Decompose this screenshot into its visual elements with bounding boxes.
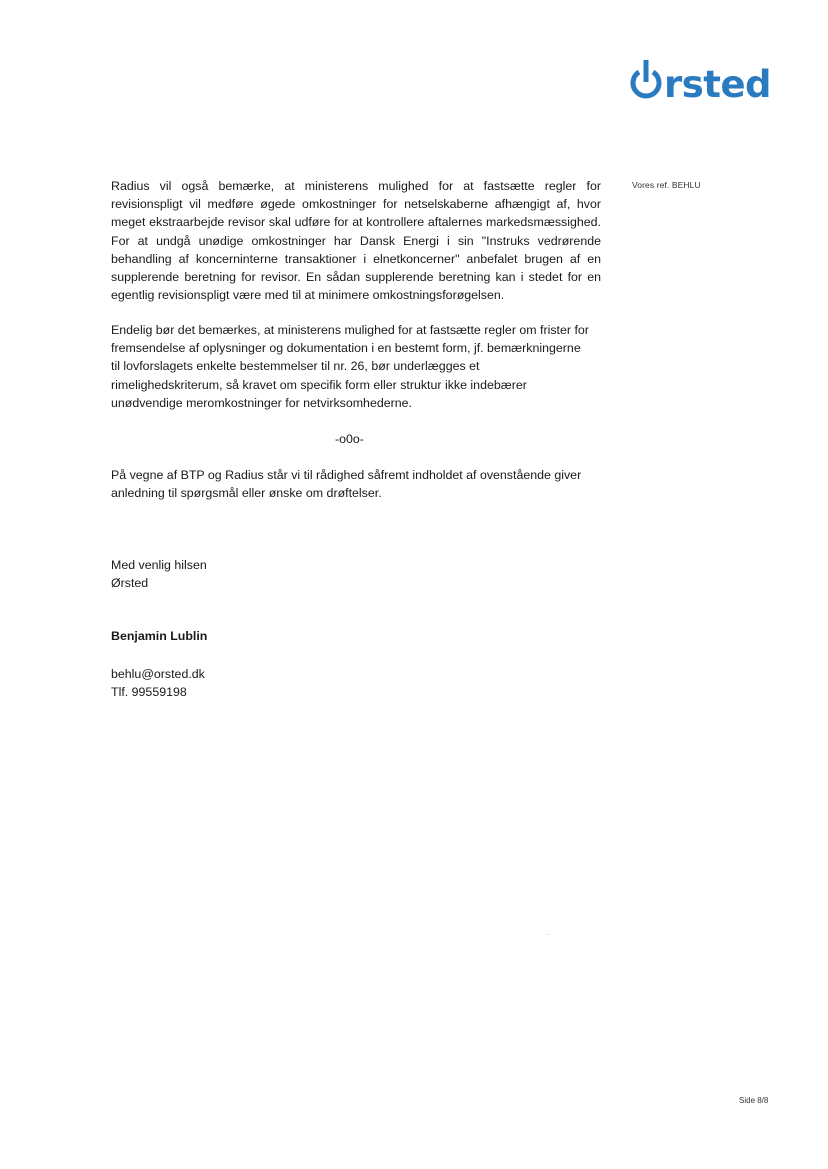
paragraph-line: rimelighedskriterum, så kravet om specifik form eller struktur ikke indebærer (111, 377, 527, 392)
paragraph-supplementary-report: Radius vil også bemærke, at ministerens mulighed for at fastsætte regler for revisionspligt vil medføre øgede omkostninger for netselskaberne afhængigt af, hvor meget ekstraarbejde revisor skal udføre for at kontrollere aftalernes markedsmæssighed. For at undgå unødige omkostninger har Dansk Energi i sin "Instruks vedrørende behandling af koncerninterne transaktioner i elnetkoncerner" anbefalet brugen af en supplerende beretning for revisor. En sådan supplerende beretning kan i stedet for en egentlig revisionspligt være med til at minimere omkostningsforøgelsen. (111, 179, 601, 303)
orsted-logo-mark (630, 58, 775, 106)
paragraph-line: Endelig bør det bemærkes, at ministerens mulighed for at fastsætte regler om frister for (111, 323, 589, 337)
scan-artifact (547, 934, 548, 935)
reference-label: Vores ref. BEHLU (632, 180, 701, 190)
paragraph-availability (111, 466, 611, 502)
contact-block (111, 665, 205, 701)
page-number: Side 8/8 (739, 1096, 769, 1105)
paragraph-line: På vegne af BTP og Radius står vi til rådighed såfremt indholdet af ovenstående giver (111, 468, 582, 482)
closing-block (111, 556, 207, 592)
svg-text:rsted: rsted (664, 63, 772, 106)
paragraph-line: anledning til spørgsmål eller ønske om drøftelser. (111, 486, 382, 501)
closing-company: Ørsted (111, 576, 149, 591)
contact-email: behlu@orsted.dk (111, 667, 205, 681)
paragraph-line: fremsendelse af oplysninger og dokumentation i en bestemt form, jf. bemærkningerne (111, 341, 581, 356)
paragraph-line: unødvendige meromkostninger for netvirksomhederne. (111, 395, 412, 410)
paragraph-line: til lovforslagets enkelte bestemmelser til nr. 26, bør underlægges et (111, 359, 480, 374)
section-separator: -o0o- (335, 432, 364, 446)
paragraph-deadlines (111, 321, 611, 412)
orsted-logo (630, 58, 775, 106)
closing-greeting: Med venlig hilsen (111, 558, 207, 572)
signer-name: Benjamin Lublin (111, 629, 208, 643)
contact-phone: Tlf. 99559198 (111, 685, 187, 700)
